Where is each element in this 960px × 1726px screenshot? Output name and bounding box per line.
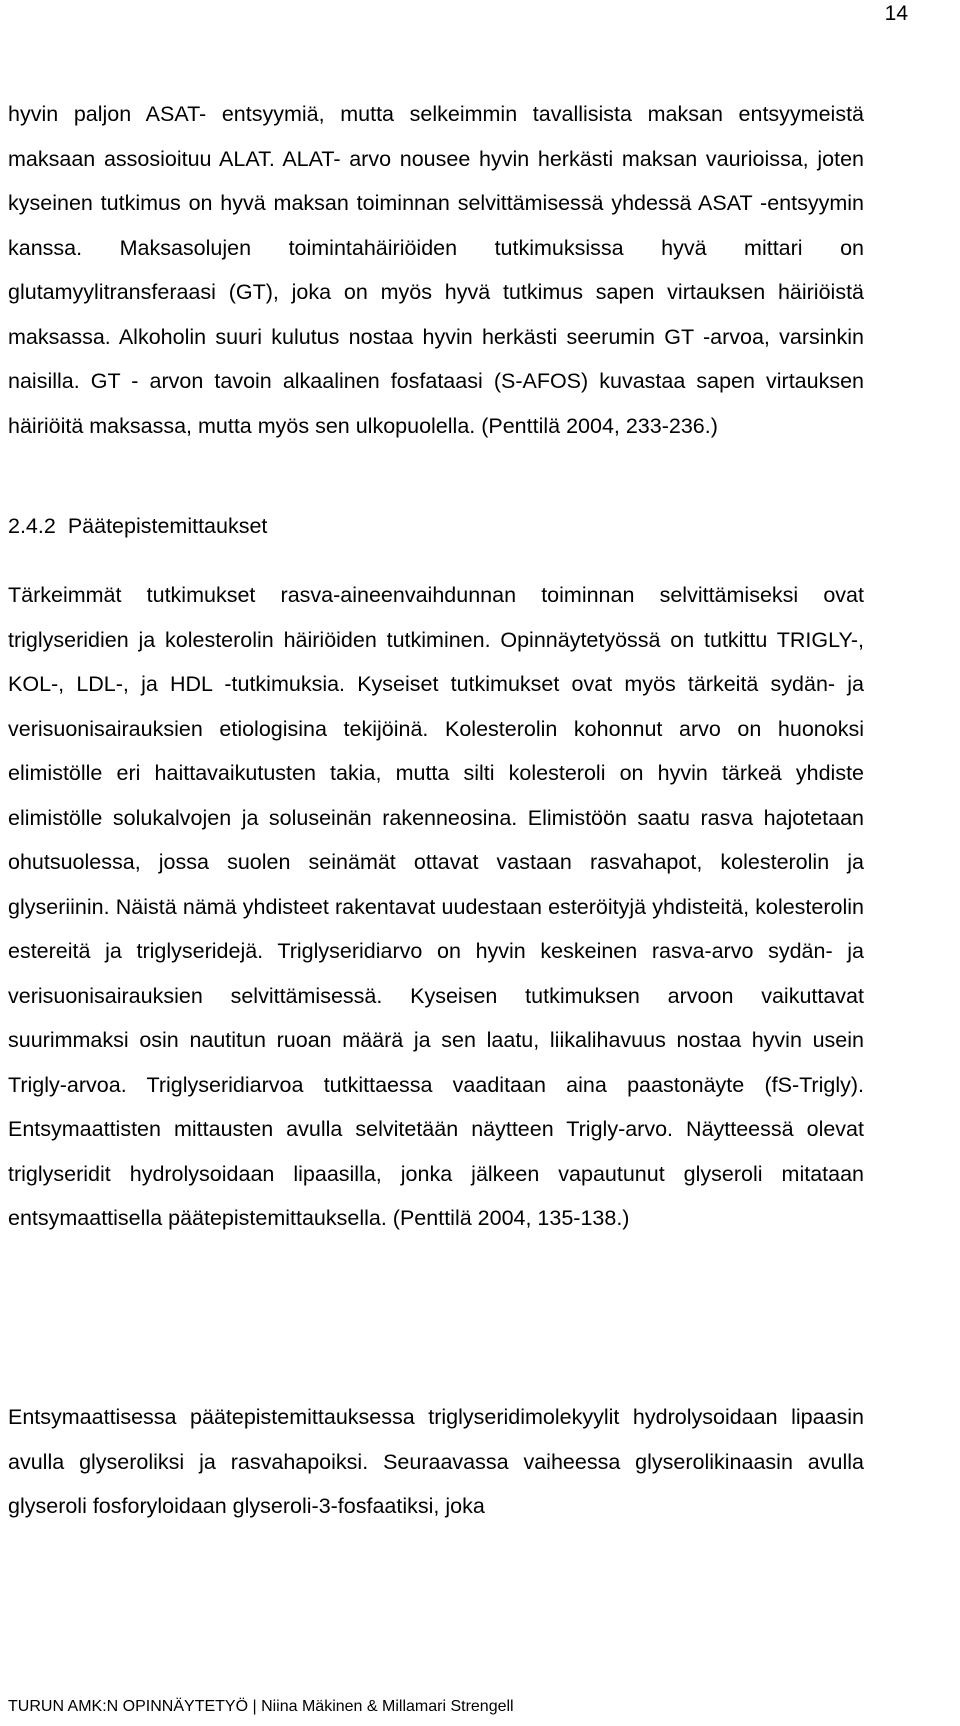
- body-text-section-3: [8, 1395, 864, 1529]
- paragraph: Tärkeimmät tutkimukset rasva-aineenvaihdunnan toiminnan selvittämiseksi ovat triglyseridien ja kolesterolin häiriöiden tutkiminen. Opinnäytetyössä on tutkittu TRIGLY-, KOL-, LDL-, ja HDL -tutkimuksia. Kyseiset tutkimukset ovat myös tärkeitä sydän- ja verisuonisairauksien etiologisina tekijöinä. Kolesterolin kohonnut arvo on huonoksi elimistölle eri haittavaikutusten takia, mutta silti kolesteroli on hyvin tärkeä yhdiste elimistölle solukalvojen ja soluseinän rakenneosina. Elimistöön saatu rasva hajotetaan ohutsuolessa, jossa suolen seinämät ottavat vastaan rasvahapot, kolesterolin ja glyseriinin. Näistä nämä yhdisteet rakentavat uudestaan esteröityjä yhdisteitä, kolesterolin estereitä ja triglyseridejä. Triglyseridiarvo on hyvin keskeinen rasva-arvo sydän- ja verisuonisairauksien selvittämisessä. Kyseisen tutkimuksen arvoon vaikuttavat suurimmaksi osin nautitun ruoan määrä ja sen laatu, liikalihavuus nostaa hyvin usein Trigly-arvoa. Triglyseridiarvoa tutkittaessa vaaditaan aina paastonäyte (fS-Trigly). Entsymaattisten mittausten avulla selvitetään näytteen Trigly-arvo. Näytteessä olevat triglyseridit hydrolysoidaan lipaasilla, jonka jälkeen vapautunut glyseroli mitataan entsymaattisella päätepistemittauksella. (Penttilä 2004, 135-138.): [8, 583, 864, 1230]
- section-heading: [8, 506, 267, 546]
- body-text-section-2: [8, 573, 864, 1241]
- page-footer: TURUN AMK:N OPINNÄYTETYÖ | Niina Mäkinen & Millamari Strengell: [8, 1698, 514, 1715]
- section-number: 2.4.2: [8, 514, 56, 538]
- paragraph: Entsymaattisessa päätepistemittauksessa triglyseridimolekyylit hydrolysoidaan lipaasin avulla glyseroliksi ja rasvahapoiksi. Seuraavassa vaiheessa glyserolikinaasin avulla glyseroli fosforyloidaan glyseroli-3-fosfaatiksi, joka: [8, 1405, 864, 1518]
- body-text-section-1: [8, 92, 864, 448]
- page-number: 14: [884, 2, 908, 25]
- paragraph: hyvin paljon ASAT- entsyymiä, mutta selkeimmin tavallisista maksan entsyymeistä maksaan assosioituu ALAT. ALAT- arvo nousee hyvin herkästi maksan vaurioissa, joten kyseinen tutkimus on hyvä maksan toiminnan selvittämisessä yhdessä ASAT -entsyymin kanssa. Maksasolujen toimintahäiriöiden tutkimuksissa hyvä mittari on glutamyylitransferaasi (GT), joka on myös hyvä tutkimus sapen virtauksen häiriöistä maksassa. Alkoholin suuri kulutus nostaa hyvin herkästi seerumin GT -arvoa, varsinkin naisilla. GT - arvon tavoin alkaalinen fosfataasi (S-AFOS) kuvastaa sapen virtauksen häiriöitä maksassa, mutta myös sen ulkopuolella. (Penttilä 2004, 233-236.): [8, 102, 864, 438]
- section-title: Päätepistemittaukset: [67, 514, 268, 538]
